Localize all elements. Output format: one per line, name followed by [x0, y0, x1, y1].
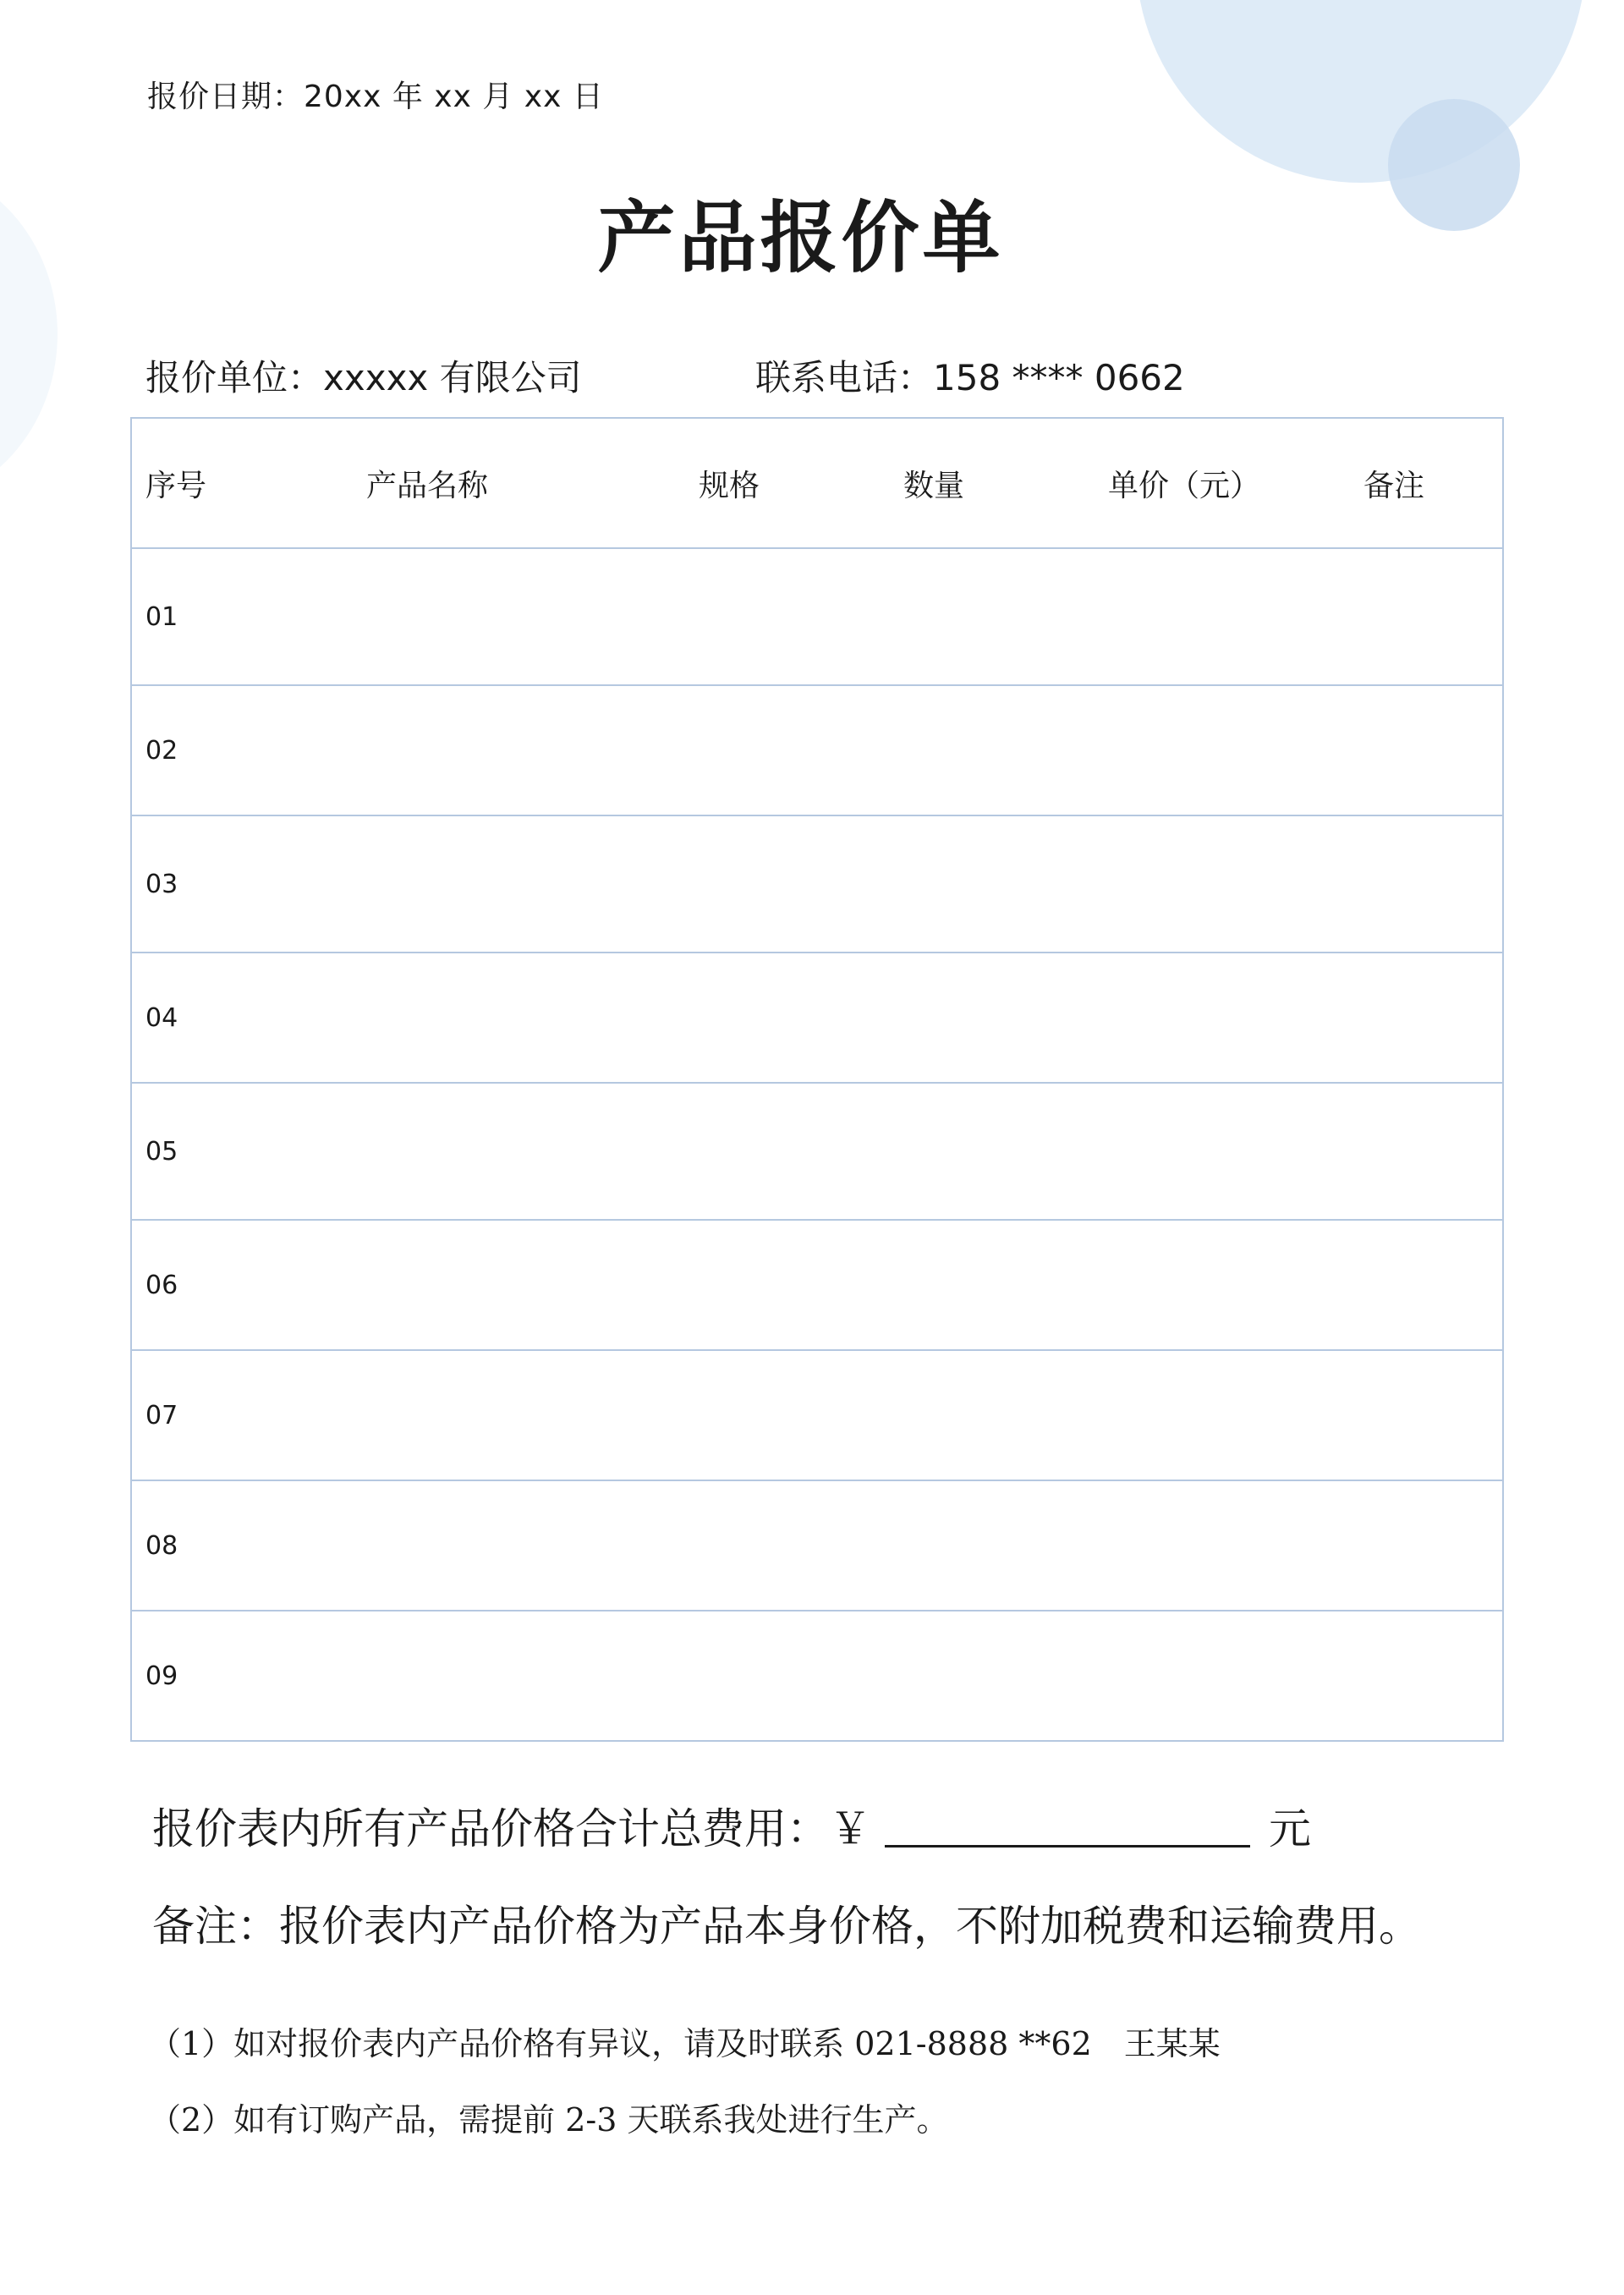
table-cell[interactable] — [1095, 548, 1350, 685]
table-cell[interactable] — [1095, 1611, 1350, 1741]
note-item-1: （1）如对报价表内产品价格有异议，请及时联系 021-8888 **62 王某某 — [149, 2025, 1221, 2062]
table-cell[interactable] — [1350, 953, 1503, 1083]
table-cell[interactable] — [353, 1480, 685, 1611]
table-row — [131, 1350, 1503, 1480]
table-cell[interactable] — [353, 953, 685, 1083]
table-cell[interactable] — [685, 1350, 890, 1480]
row-index: 01 — [131, 548, 353, 685]
table-cell[interactable] — [1095, 1220, 1350, 1350]
table-body — [131, 548, 1503, 1741]
table-row — [131, 1480, 1503, 1611]
table-cell[interactable] — [890, 1350, 1095, 1480]
column-header-product-name: 产品名称 — [353, 418, 685, 548]
remark-note: 备注：报价表内产品价格为产品本身价格，不附加税费和运输费用。 — [152, 1902, 1421, 1951]
table-cell[interactable] — [353, 1220, 685, 1350]
total-cost-unit: 元 — [1269, 1804, 1311, 1853]
table-cell[interactable] — [890, 1480, 1095, 1611]
total-cost-blank[interactable] — [885, 1840, 1250, 1848]
column-header-quantity: 数量 — [890, 418, 1095, 548]
row-index: 03 — [131, 815, 353, 953]
table-row — [131, 1220, 1503, 1350]
table-cell[interactable] — [685, 953, 890, 1083]
table-cell[interactable] — [1350, 1350, 1503, 1480]
column-header-remark: 备注 — [1350, 418, 1503, 548]
row-index: 04 — [131, 953, 353, 1083]
row-index: 06 — [131, 1220, 353, 1350]
table-cell[interactable] — [1350, 1220, 1503, 1350]
table-cell[interactable] — [685, 1220, 890, 1350]
table-cell[interactable] — [685, 1611, 890, 1741]
row-index: 07 — [131, 1350, 353, 1480]
column-header-spec: 规格 — [685, 418, 890, 548]
table-row — [131, 548, 1503, 685]
table-cell[interactable] — [890, 685, 1095, 815]
company-name: 报价单位：xxxxx 有限公司 — [145, 357, 582, 398]
table-cell[interactable] — [890, 815, 1095, 953]
page-title: 产品报价单 — [597, 192, 1004, 283]
table-cell[interactable] — [1350, 1611, 1503, 1741]
table-header-row — [131, 418, 1503, 548]
table-cell[interactable] — [1095, 1350, 1350, 1480]
table-cell[interactable] — [890, 1220, 1095, 1350]
table-cell[interactable] — [890, 1083, 1095, 1220]
table-cell[interactable] — [1350, 685, 1503, 815]
table-cell[interactable] — [353, 815, 685, 953]
quote-table — [130, 417, 1504, 1742]
table-cell[interactable] — [685, 548, 890, 685]
quote-date: 报价日期：20xx 年 xx 月 xx 日 — [147, 80, 604, 114]
column-header-unit-price: 单价（元） — [1095, 418, 1350, 548]
table-cell[interactable] — [685, 815, 890, 953]
row-index: 05 — [131, 1083, 353, 1220]
column-header-index: 序号 — [131, 418, 353, 548]
table-cell[interactable] — [890, 548, 1095, 685]
table-cell[interactable] — [1350, 1083, 1503, 1220]
table-row — [131, 685, 1503, 815]
total-cost-label: 报价表内所有产品价格合计总费用：￥ — [152, 1804, 871, 1853]
table-cell[interactable] — [353, 1611, 685, 1741]
table-cell[interactable] — [890, 953, 1095, 1083]
table-cell[interactable] — [685, 1480, 890, 1611]
row-index: 09 — [131, 1611, 353, 1741]
table-cell[interactable] — [353, 1083, 685, 1220]
table-cell[interactable] — [1095, 953, 1350, 1083]
table-cell[interactable] — [1095, 685, 1350, 815]
row-index: 02 — [131, 685, 353, 815]
table-row — [131, 1083, 1503, 1220]
table-row — [131, 953, 1503, 1083]
table-cell[interactable] — [1095, 815, 1350, 953]
table-row — [131, 815, 1503, 953]
table-cell[interactable] — [890, 1611, 1095, 1741]
table-cell[interactable] — [1350, 548, 1503, 685]
table-cell[interactable] — [685, 685, 890, 815]
contact-phone: 联系电话：158 **** 0662 — [755, 357, 1185, 398]
note-item-2: （2）如有订购产品，需提前 2-3 天联系我处进行生产。 — [149, 2101, 949, 2139]
row-index: 08 — [131, 1480, 353, 1611]
table-row — [131, 1611, 1503, 1741]
table-cell[interactable] — [1095, 1083, 1350, 1220]
table-cell[interactable] — [1350, 1480, 1503, 1611]
table-cell[interactable] — [353, 685, 685, 815]
table-cell[interactable] — [353, 548, 685, 685]
table-cell[interactable] — [353, 1350, 685, 1480]
table-cell[interactable] — [1350, 815, 1503, 953]
total-cost-line — [152, 1795, 1311, 1856]
table-cell[interactable] — [685, 1083, 890, 1220]
table-cell[interactable] — [1095, 1480, 1350, 1611]
